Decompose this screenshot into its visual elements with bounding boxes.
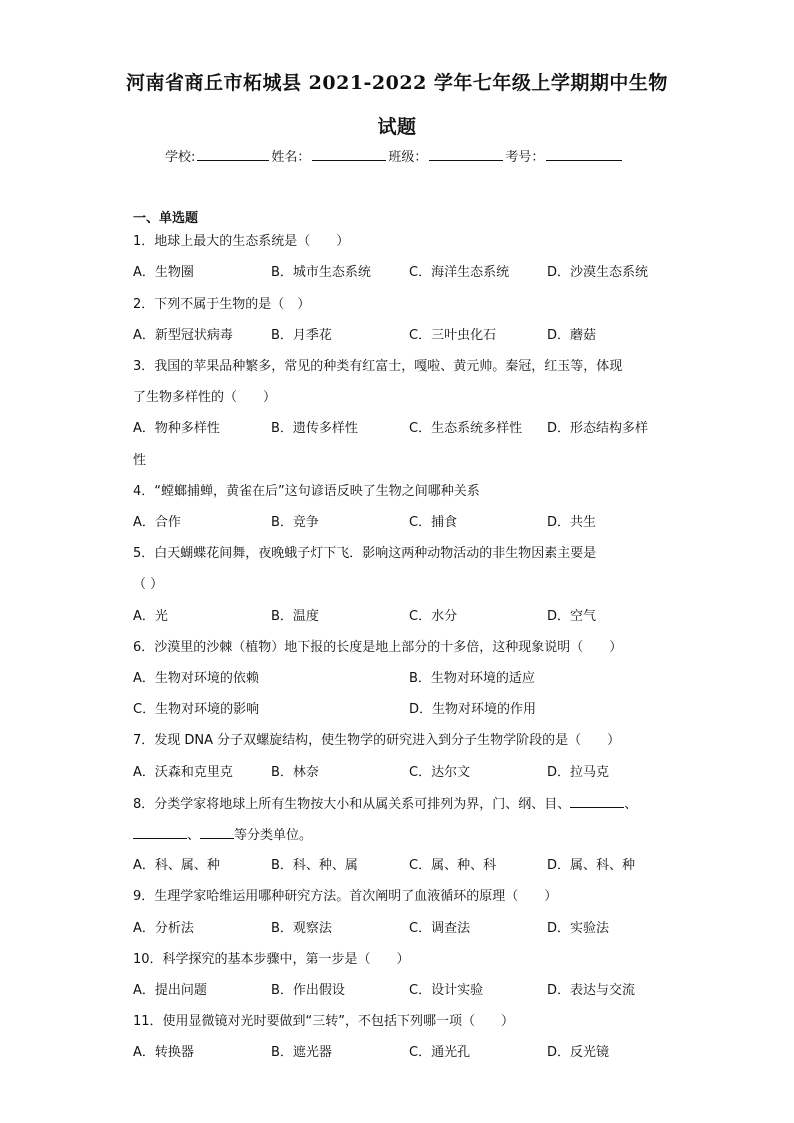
exam-no-label: 考号： — [505, 150, 545, 165]
exam-no-blank[interactable] — [546, 148, 622, 161]
question-10: 10．科学探究的基本步骤中，第一步是（ ） — [133, 952, 410, 967]
q1-option-a: A．生物圈 — [133, 265, 194, 280]
q3-option-a: A．物种多样性 — [133, 421, 220, 436]
q8-sep-1: 、 — [624, 797, 638, 812]
school-blank[interactable] — [197, 148, 269, 161]
q3-option-b: B．遗传多样性 — [271, 421, 358, 436]
q7-option-c: C．达尔文 — [409, 765, 471, 780]
question-4: 4．“螳螂捕蝉，黄雀在后”这句谚语反映了生物之间哪种关系 — [133, 484, 480, 499]
q3-option-c: C．生态系统多样性 — [409, 421, 523, 436]
question-8 — [133, 795, 637, 814]
question-2: 2．下列不属于生物的是（ ） — [133, 297, 311, 312]
q3-option-d: D．形态结构多样 — [547, 421, 649, 436]
school-label: 学校: — [165, 150, 196, 165]
question-3-cont: 了生物多样性的（ ） — [133, 390, 277, 405]
question-6: 6．沙漠里的沙棘（植物）地下报的长度是地上部分的十多倍，这种现象说明（ ） — [133, 640, 623, 655]
q10-option-d: D．表达与交流 — [547, 983, 636, 998]
q7-option-a: A．沃森和克里克 — [133, 765, 233, 780]
q6-option-c: C．生物对环境的影响 — [133, 702, 260, 717]
q6-option-a: A．生物对环境的依赖 — [133, 671, 259, 686]
q1-option-c: C．海洋生态系统 — [409, 265, 510, 280]
question-9: 9．生理学家哈维运用哪种研究方法。首次阐明了血液循环的原理（ ） — [133, 889, 558, 904]
name-label: 姓名： — [271, 150, 311, 165]
q9-option-c: C．调查法 — [409, 921, 471, 936]
q8-option-c: C．属、种、科 — [409, 858, 497, 873]
question-8-text: 8．分类学家将地球上所有生物按大小和从属关系可排列为界，门、纲、目、 — [133, 797, 571, 812]
q10-option-a: A．提出问题 — [133, 983, 207, 998]
q8-sep-2: 、 — [187, 828, 201, 843]
q4-option-c: C．捕食 — [409, 515, 458, 530]
question-8-cont — [133, 826, 312, 845]
q8-option-a: A．科、属、种 — [133, 858, 220, 873]
question-5-cont: （ ） — [133, 577, 164, 592]
q8-option-d: D．属、科、种 — [547, 858, 636, 873]
q2-option-a: A．新型冠状病毒 — [133, 328, 233, 343]
q8-blank-1[interactable] — [570, 795, 624, 808]
question-11: 11．使用显微镜对光时要做到“三转”，不包括下列哪一项（ ） — [133, 1014, 515, 1029]
q5-option-b: B．温度 — [271, 609, 319, 624]
q5-option-a: A．光 — [133, 609, 168, 624]
page-title-line2: 试题 — [377, 116, 417, 138]
student-info-row — [165, 146, 624, 165]
q10-option-b: B．作出假设 — [271, 983, 345, 998]
question-3: 3．我国的苹果品种繁多，常见的种类有红富士，嘎啦、黄元帅。秦冠，红玉等，体现 — [133, 359, 623, 374]
q9-option-b: B．观察法 — [271, 921, 332, 936]
question-8-tail: 等分类单位。 — [234, 828, 313, 843]
q6-option-b: B．生物对环境的适应 — [409, 671, 535, 686]
q11-option-d: D．反光镜 — [547, 1045, 610, 1060]
q8-blank-2[interactable] — [133, 826, 187, 839]
q11-option-a: A．转换器 — [133, 1045, 194, 1060]
q2-option-c: C．三叶虫化石 — [409, 328, 497, 343]
question-1: 1．地球上最大的生态系统是（ ） — [133, 234, 350, 249]
name-blank[interactable] — [312, 148, 386, 161]
question-5: 5．白天蝴蝶花间舞，夜晚蛾子灯下飞．影响这两种动物活动的非生物因素主要是 — [133, 546, 597, 561]
q8-option-b: B．科、种、属 — [271, 858, 358, 873]
q4-option-b: B．竞争 — [271, 515, 319, 530]
q7-option-d: D．拉马克 — [547, 765, 610, 780]
q9-option-a: A．分析法 — [133, 921, 194, 936]
q2-option-b: B．月季花 — [271, 328, 332, 343]
q8-blank-3[interactable] — [200, 826, 234, 839]
question-7: 7．发现 DNA 分子双螺旋结构，使生物学的研究进入到分子生物学阶段的是（ ） — [133, 733, 621, 748]
q6-option-d: D．生物对环境的作用 — [409, 702, 537, 717]
q9-option-d: D．实验法 — [547, 921, 610, 936]
q5-option-c: C．水分 — [409, 609, 458, 624]
q4-option-a: A．合作 — [133, 515, 181, 530]
q11-option-c: C．通光孔 — [409, 1045, 471, 1060]
q2-option-d: D．蘑菇 — [547, 328, 597, 343]
q5-option-d: D．空气 — [547, 609, 597, 624]
q1-option-d: D．沙漠生态系统 — [547, 265, 649, 280]
q10-option-c: C．设计实验 — [409, 983, 484, 998]
section-title: 一、单选题 — [133, 211, 199, 226]
q4-option-d: D．共生 — [547, 515, 597, 530]
class-blank[interactable] — [429, 148, 503, 161]
page-title-line1: 河南省商丘市柘城县 2021-2022 学年七年级上学期期中生物 — [126, 72, 668, 94]
q1-option-b: B．城市生态系统 — [271, 265, 371, 280]
q3-option-d-tail: 性 — [133, 453, 147, 468]
q11-option-b: B．遮光器 — [271, 1045, 332, 1060]
class-label: 班级： — [388, 150, 428, 165]
q7-option-b: B．林奈 — [271, 765, 319, 780]
